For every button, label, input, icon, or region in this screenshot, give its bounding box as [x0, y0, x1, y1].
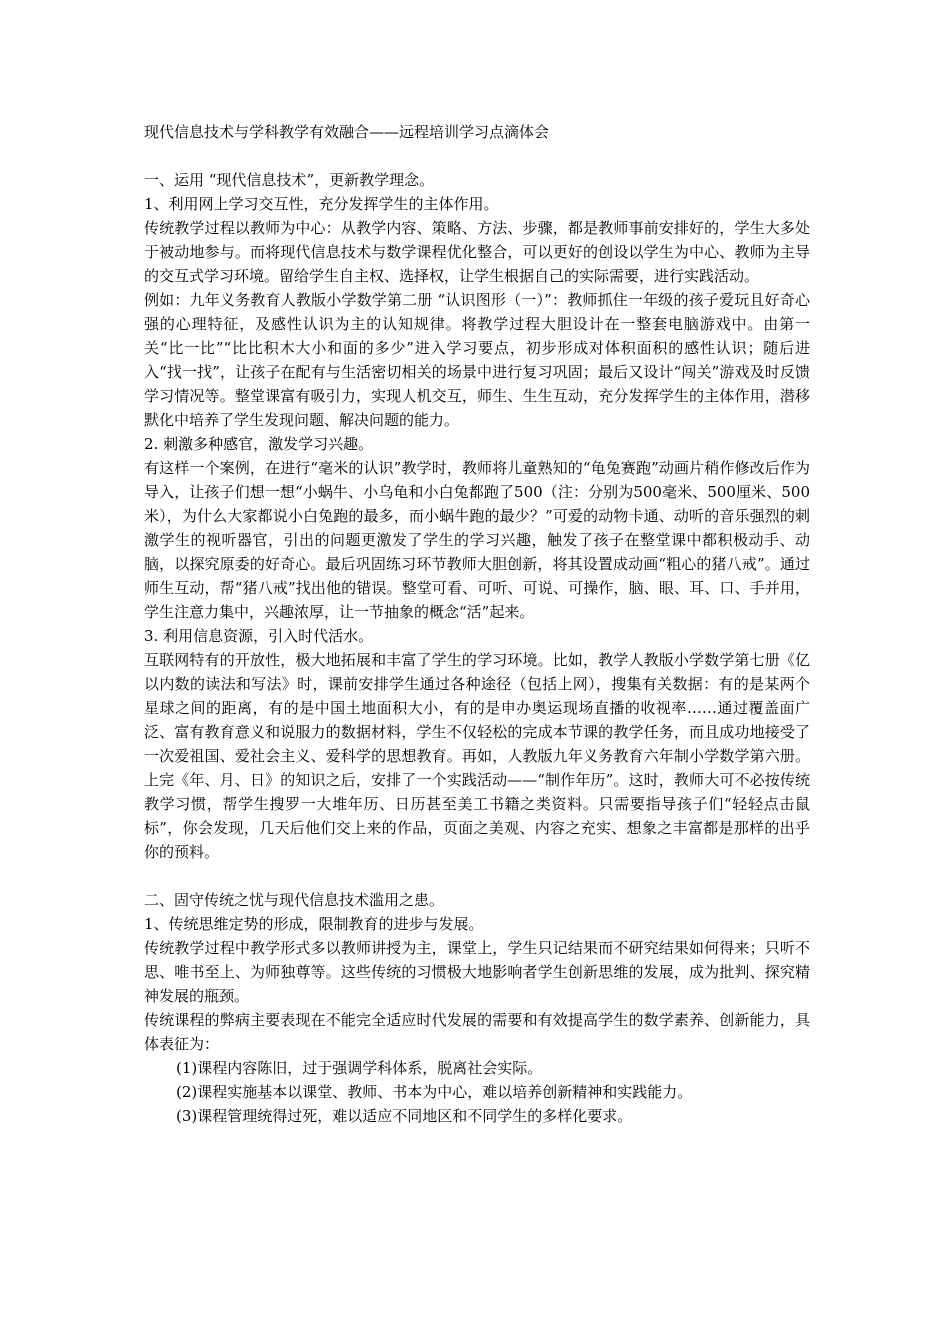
document-page	[144, 120, 810, 1128]
blank-line	[144, 864, 810, 888]
list-item: (1)课程内容陈旧，过于强调学科体系，脱离社会实际。	[176, 1059, 543, 1077]
document-title: 现代信息技术与学科教学有效融合——远程培训学习点滴体会	[144, 123, 550, 141]
list-item: (3)课程管理统得过死，难以适应不同地区和不同学生的多样化要求。	[176, 1107, 633, 1125]
section1-sub1-paragraph1: 传统教学过程以教师为中心：从教学内容、策略、方法、步骤，都是教师事前安排好的，学生大多处于被动地参与。而将现代信息技术与数学课程优化整合，可以更好的创设以学生为中心、教师为主导的交互式学习环境。留给学生自主权、选择权，让学生根据自己的实际需要，进行实践活动。	[144, 219, 810, 285]
section1-sub2-paragraph1: 有这样一个案例，在进行“毫米的认识”教学时，教师将儿童熟知的“龟兔赛跑”动画片稍作修改后作为导入，让孩子们想一想“小蜗牛、小乌龟和小白兔都跑了500（注：分别为500毫米、500厘米、500米），为什么大家都说小白兔跑的最多，而小蜗牛跑的最少？”可爱的动物卡通、动听的音乐强烈的刺激学生的视听器官，引出的问题更激发了学生的学习兴趣，触发了孩子在整堂课中都积极动手、动脑，以探究原委的好奇心。最后巩固练习环节教师大胆创新，将其设置成动画“粗心的猪八戒”。通过师生互动，帮“猪八戒”找出他的错误。整堂可看、可听、可说、可操作，脑、眼、耳、口、手并用，学生注意力集中，兴趣浓厚，让一节抽象的概念“活”起来。	[144, 459, 810, 621]
section1-sub3-paragraph1: 互联网特有的开放性，极大地拓展和丰富了学生的学习环境。比如，教学人教版小学数学第七册《亿以内数的读法和写法》时，课前安排学生通过各种途径（包括上网），搜集有关数据：有的是某两个星球之间的距离，有的是中国土地面积大小，有的是申办奥运现场直播的收视率……通过覆盖面广泛、富有教育意义和说服力的数据材料，学生不仅轻松的完成本节课的教学任务，而且成功地接受了一次爱祖国、爱社会主义、爱科学的思想教育。再如，人教版九年义务教育六年制小学数学第六册。上完《年、月、日》的知识之后，安排了一个实践活动——“制作年历”。这时，教师大可不必按传统教学习惯，帮学生搜罗一大堆年历、日历甚至美工书籍之类资料。只需要指导孩子们“轻轻点击鼠标”，你会发现，几天后他们交上来的作品，页面之美观、内容之充实、想象之丰富都是那样的出乎你的预料。	[144, 651, 810, 861]
section1-heading: 一、运用 “现代信息技术”，更新教学理念。	[144, 171, 435, 189]
section2-sub1-paragraph1: 传统教学过程中教学形式多以教师讲授为主，课堂上，学生只记结果而不研究结果如何得来；只听不思、唯书至上、为师独尊等。这些传统的习惯极大地影响者学生创新思维的发展，成为批判、探究精神发展的瓶颈。	[144, 939, 810, 1005]
section2-heading: 二、固守传统之忧与现代信息技术滥用之患。	[144, 891, 445, 909]
section1-sub3-heading: 3. 利用信息资源，引入时代活水。	[144, 627, 374, 645]
section1-sub1-paragraph2: 例如：九年义务教育人教版小学数学第二册 “认识图形（一）”：教师抓住一年级的孩子爱玩且好奇心强的心理特征，及感性认识为主的认知规律。将教学过程大胆设计在一整套电脑游戏中。由第一关“比一比”“比比积木大小和面的多少”进入学习要点，初步形成对体积面积的感性认识；随后进入“找一找”，让孩子在配有与生活密切相关的场景中进行复习巩固；最后又设计“闯关”游戏及时反馈学习情况等。整堂课富有吸引力，实现人机交互，师生、生生互动，充分发挥学生的主体作用，潜移默化中培养了学生发现问题、解决问题的能力。	[144, 291, 810, 429]
section1-sub1-heading: 1、利用网上学习交互性，充分发挥学生的主体作用。	[144, 195, 499, 213]
section2-sub1-paragraph2: 传统课程的弊病主要表现在不能完全适应时代发展的需要和有效提高学生的数学素养、创新能力，具体表征为：	[144, 1011, 810, 1053]
section1-sub2-heading: 2. 刺激多种感官，激发学习兴趣。	[144, 435, 374, 453]
list-item: (2)课程实施基本以课堂、教师、书本为中心，难以培养创新精神和实践能力。	[176, 1083, 693, 1101]
section2-sub1-heading: 1、传统思维定势的形成，限制教育的进步与发展。	[144, 915, 484, 933]
